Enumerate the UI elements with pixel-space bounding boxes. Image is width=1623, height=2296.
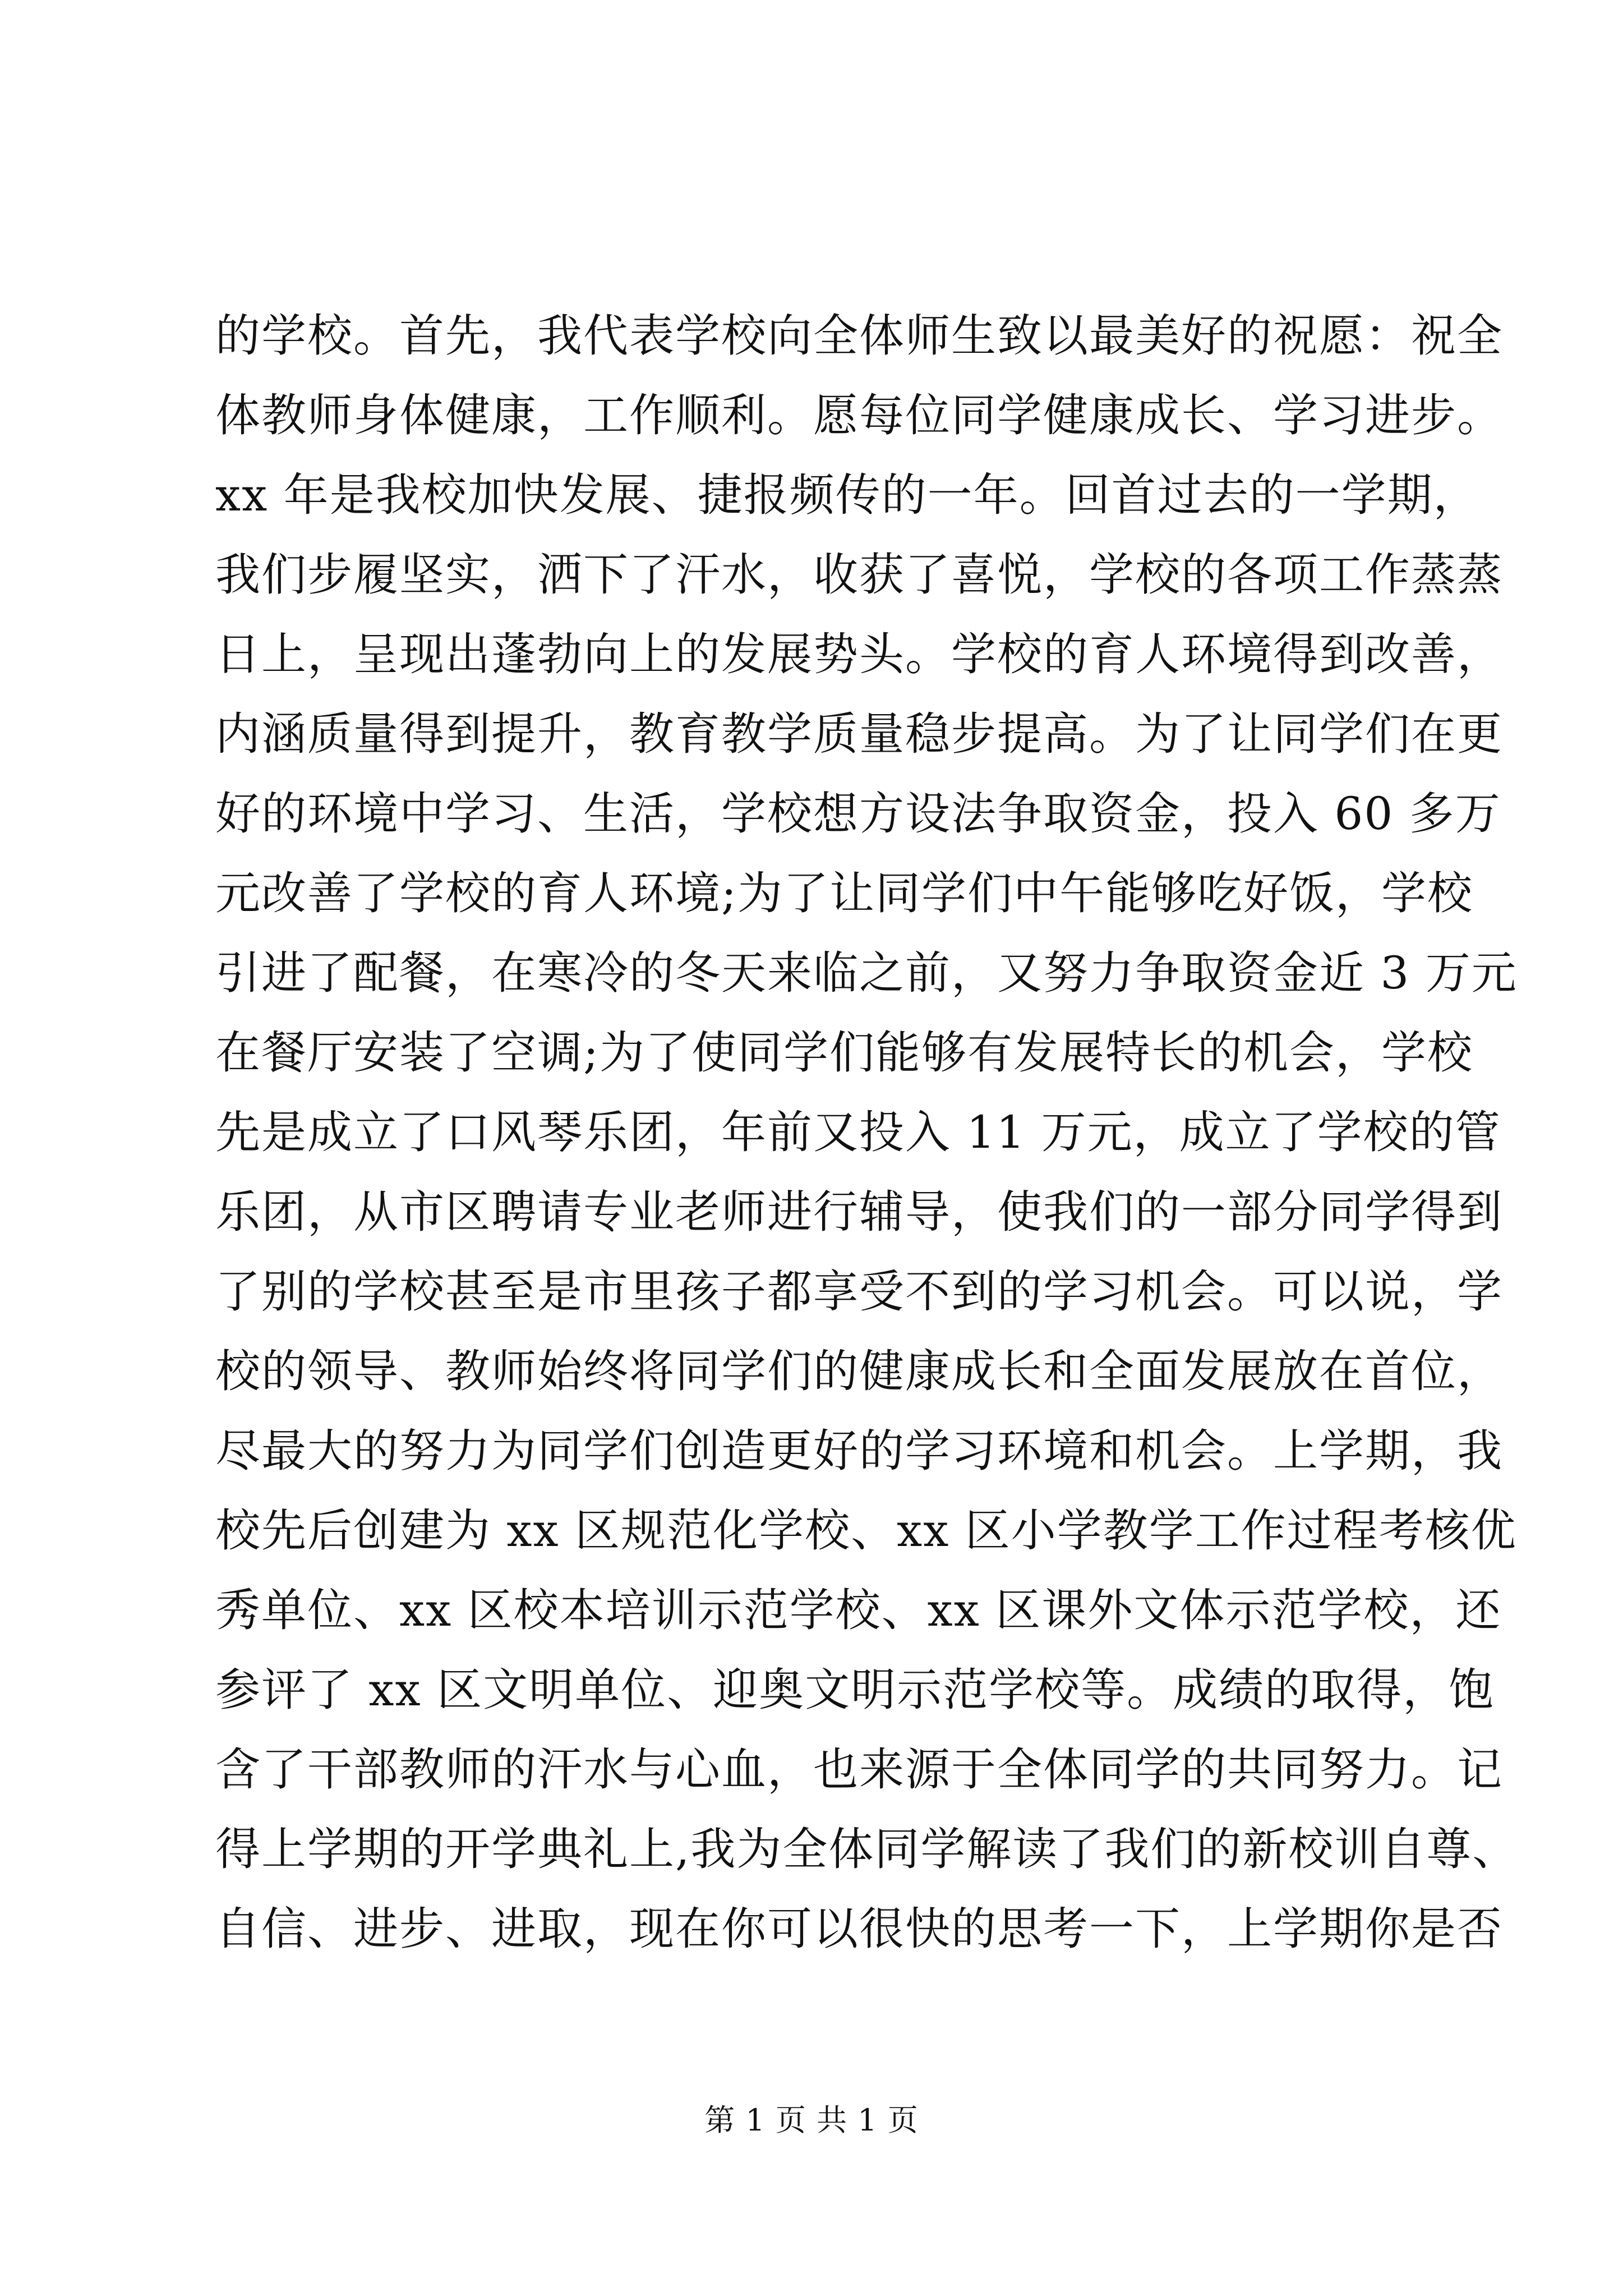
text-line: 含了干部教师的汗水与心血，也来源于全体同学的共同努力。记 (215, 1743, 1503, 1796)
text-line: 日上，呈现出蓬勃向上的发展势头。学校的育人环境得到改善， (215, 628, 1503, 680)
text-line: 校先后创建为 xx 区规范化学校、xx 区小学教学工作过程考核优 (215, 1504, 1517, 1557)
text-line: 我们步履坚实，洒下了汗水，收获了喜悦，学校的各项工作蒸蒸 (215, 549, 1503, 601)
text-line: 在餐厅安装了空调;为了使同学们能够有发展特长的机会，学校 (215, 1027, 1473, 1079)
text-line: 乐团，从市区聘请专业老师进行辅导，使我们的一部分同学得到 (215, 1186, 1503, 1238)
body-text (215, 296, 1519, 1969)
text-line: 自信、进步、进取，现在你可以很快的思考一下，上学期你是否 (215, 1903, 1503, 1955)
text-line: 参评了 xx 区文明单位、迎奥文明示范学校等。成绩的取得，饱 (215, 1664, 1495, 1716)
text-line: 得上学期的开学典礼上,我为全体同学解读了我们的新校训自尊、 (215, 1823, 1519, 1875)
text-line: 尽最大的努力为同学们创造更好的学习环境和机会。上学期，我 (215, 1425, 1503, 1477)
text-line: 秀单位、xx 区校本培训示范学校、xx 区课外文体示范学校，还 (215, 1584, 1502, 1636)
text-line: 引进了配餐，在寒冷的冬天来临之前，又努力争取资金近 3 万元 (215, 947, 1518, 999)
text-line: xx 年是我校加快发展、捷报频传的一年。回首过去的一学期， (215, 469, 1479, 521)
text-line: 元改善了学校的育人环境;为了让同学们中午能够吃好饭，学校 (215, 867, 1473, 919)
text-line: 了别的学校甚至是市里孩子都享受不到的学习机会。可以说，学 (215, 1266, 1503, 1318)
text-line: 先是成立了口风琴乐团，年前又投入 11 万元，成立了学校的管 (215, 1106, 1501, 1158)
text-line: 好的环境中学习、生活，学校想方设法争取资金，投入 60 多万 (215, 788, 1501, 840)
text-line: 校的领导、教师始终将同学们的健康成长和全面发展放在首位， (215, 1345, 1503, 1397)
page-footer: 第 1 页 共 1 页 (704, 2102, 919, 2138)
text-line: 体教师身体健康，工作顺利。愿每位同学健康成长、学习进步。 (215, 389, 1503, 441)
text-line: 内涵质量得到提升，教育教学质量稳步提高。为了让同学们在更 (215, 708, 1503, 760)
text-line: 的学校。首先，我代表学校向全体师生致以最美好的祝愿：祝全 (215, 310, 1503, 362)
